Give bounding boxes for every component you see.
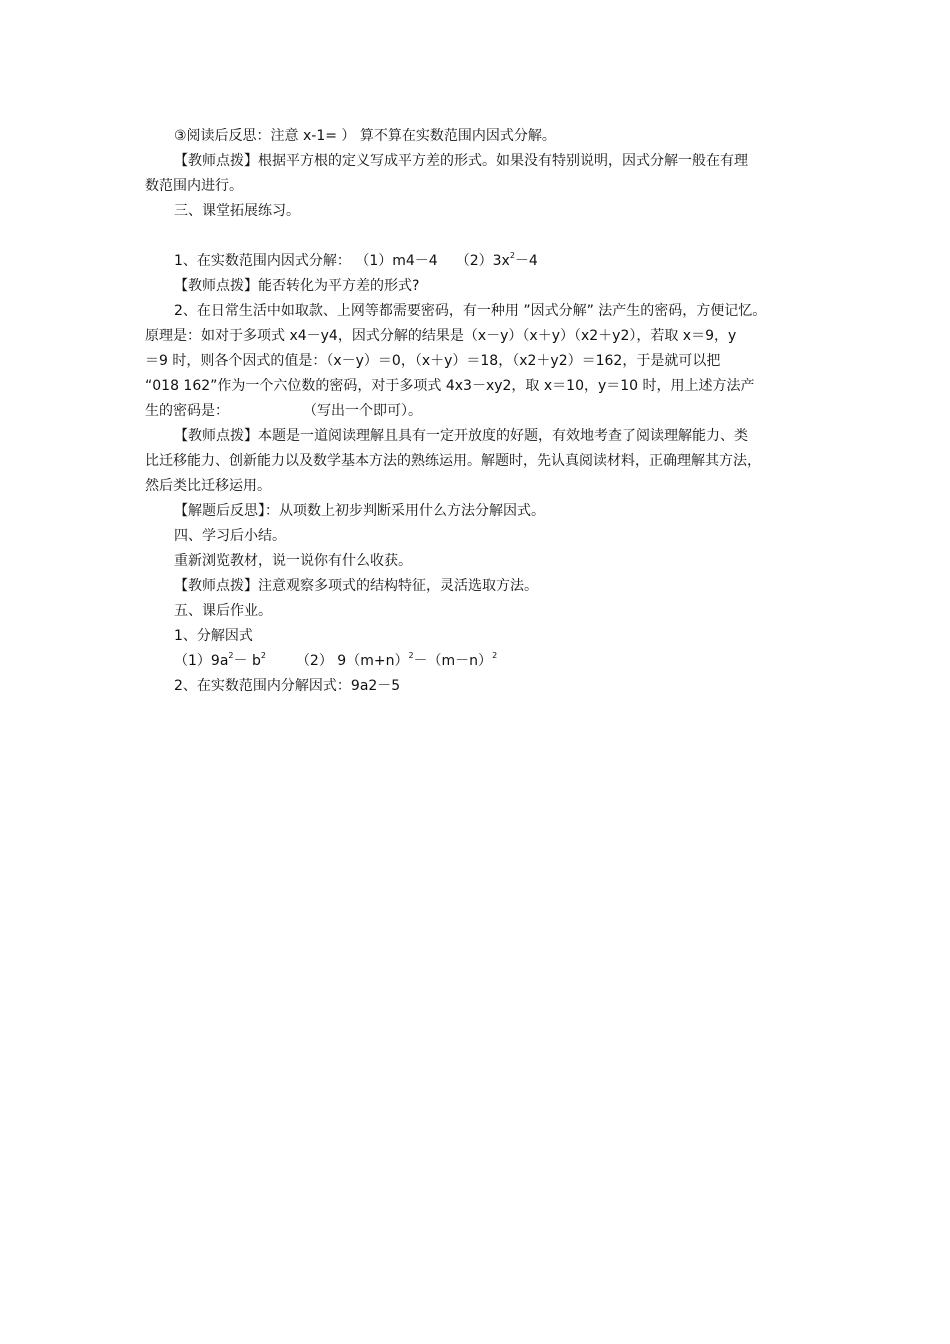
homework-1-p2-sup2: 2 — [492, 651, 498, 660]
review-text: 重新浏览教材，说一说你有什么收获。 — [174, 553, 412, 569]
teacher-tip-2: 【教师点拨】能否转化为平方差的形式? — [174, 278, 420, 294]
homework-1-p2-sup1: 2 — [408, 651, 414, 660]
homework-1-p1-sup1: 2 — [228, 651, 234, 660]
teacher-tip-3-line-3: 然后类比迁移运用。 — [145, 478, 271, 494]
exercise-2-line-1: 2、在日常生活中如取款、上网等都需要密码，有一种用 ”因式分解” 法产生的密码，方便记忆。 — [174, 303, 767, 319]
exercise-2-line-5-post: （写出一个即可）。 — [303, 403, 422, 419]
teacher-tip-3-line-2: 比迁移能力、创新能力以及数学基本方法的熟练运用。解题时，先认真阅读材料，正确理解其方法， — [145, 453, 761, 469]
homework-1-p1-sup2: 2 — [260, 651, 266, 660]
exercise-1-part-1: 1、在实数范围内因式分解： （1）m4－4 — [174, 253, 438, 269]
exercise-1-sup: 2 — [509, 251, 515, 260]
exercise-1 — [145, 249, 815, 274]
homework-1-title: 1、分解因式 — [174, 628, 253, 644]
homework-1-p2-pre: （2） 9（m+n） — [295, 653, 409, 669]
homework-1-problems — [145, 649, 815, 674]
exercise-1-part-2-post: －4 — [514, 253, 538, 269]
reading-reflection-line: ③阅读后反思：注意 x-1= ） 算不算在实数范围内因式分解。 — [174, 128, 556, 144]
homework-2: 2、在实数范围内分解因式：9a2－5 — [174, 678, 401, 694]
homework-1-p1-pre: （1）9a — [174, 653, 229, 669]
homework-1-p2-mid: －（m－n） — [413, 653, 493, 669]
homework-1-p1-mid: － b — [233, 653, 261, 669]
document-page — [145, 124, 815, 699]
teacher-tip-3-line-1: 【教师点拨】本题是一道阅读理解且具有一定开放度的好题，有效地考查了阅读理解能力、类 — [174, 428, 748, 444]
teacher-tip-1-line-2: 数范围内进行。 — [145, 178, 243, 194]
exercise-2-line-5-pre: 生的密码是： — [145, 403, 229, 419]
teacher-tip-1-line-1: 【教师点拨】根据平方根的定义写成平方差的形式。如果没有特别说明，因式分解一般在有理 — [174, 153, 748, 169]
exercise-2-line-2: 原理是：如对于多项式 x4－y4，因式分解的结果是（x－y）（x＋y）（x2＋y2），若取 x＝9，y — [145, 328, 737, 344]
exercise-2-line-4: “018 162”作为一个六位数的密码，对于多项式 4x3－xy2，取 x＝10，y＝10 时，用上述方法产 — [145, 378, 755, 394]
exercise-2-line-5 — [145, 399, 815, 424]
section-3-title: 三、课堂拓展练习。 — [174, 203, 300, 219]
spacer — [145, 224, 815, 249]
section-5-title: 五、课后作业。 — [174, 603, 272, 619]
section-4-title: 四、学习后小结。 — [174, 528, 286, 544]
problem-reflection: 【解题后反思】：从项数上初步判断采用什么方法分解因式。 — [174, 503, 545, 519]
exercise-1-part-2-pre: （2）3x — [455, 253, 510, 269]
teacher-tip-4: 【教师点拨】注意观察多项式的结构特征，灵活选取方法。 — [174, 578, 538, 594]
exercise-2-line-3: ＝9 时，则各个因式的值是：（x－y）＝0，（x＋y）＝18，（x2＋y2）＝162，于是就可以把 — [145, 353, 721, 369]
